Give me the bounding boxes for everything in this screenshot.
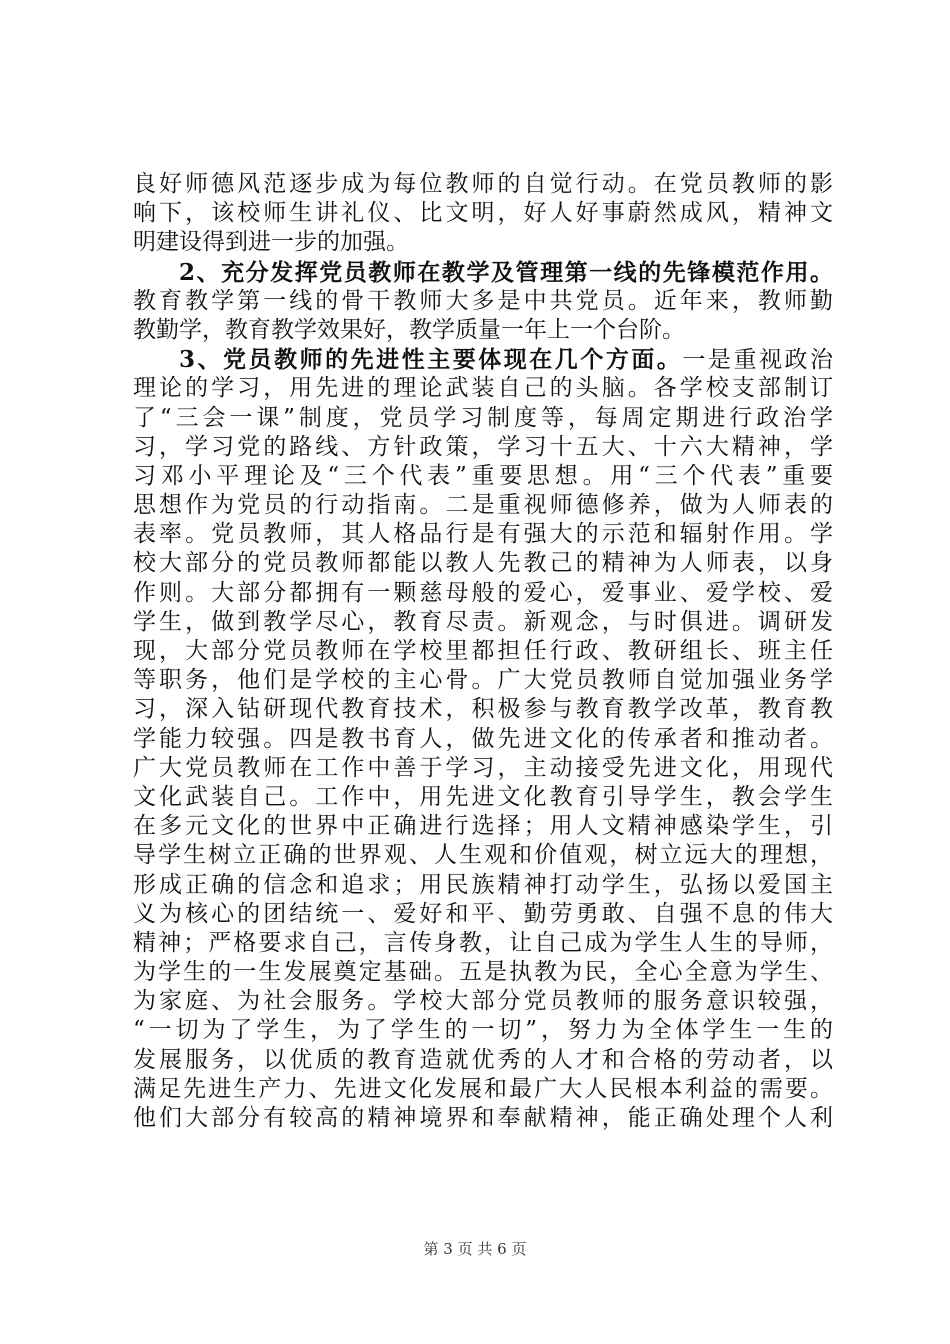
text-line: 形成正确的信念和追求；用民族精神打动学生，弘扬以爱国主 xyxy=(133,871,833,898)
text-line: 等职务，他们是学校的主心骨。广大党员教师自觉加强业务学 xyxy=(133,667,833,694)
text-line: 响下，该校师生讲礼仪、比文明，好人好事蔚然成风，精神文 xyxy=(133,200,833,227)
text-line: 导学生树立正确的世界观、人生观和价值观，树立远大的理想， xyxy=(133,842,833,869)
text-line: 习，学习党的路线、方针政策，学习十五大、十六大精神，学 xyxy=(133,433,833,460)
text-line: 为家庭、为社会服务。学校大部分党员教师的服务意识较强， xyxy=(133,988,833,1015)
text-line: 学能力较强。四是教书育人，做先进文化的传承者和推动者。 xyxy=(133,725,833,752)
text-line: 理论的学习，用先进的理论武装自己的头脑。各学校支部制订 xyxy=(133,375,833,402)
text-line: 明建设得到进一步的加强。 xyxy=(133,229,409,256)
text-line: 发展服务，以优质的教育造就优秀的人才和合格的劳动者，以 xyxy=(133,1046,833,1073)
text-line: 他们大部分有较高的精神境界和奉献精神，能正确处理个人利 xyxy=(133,1105,833,1131)
text-line: 学生，做到教学尽心，教育尽责。新观念，与时俱进。调研发 xyxy=(133,608,833,635)
page-footer: 第 3 页 共 6 页 xyxy=(423,1240,527,1258)
text-line: 良好师德风范逐步成为每位教师的自觉行动。在党员教师的影 xyxy=(133,171,833,197)
text-line: 2、充分发挥党员教师在教学及管理第一线的先锋模范作用。 xyxy=(179,258,833,286)
text-line xyxy=(133,345,833,374)
text-line: 教勤学，教育教学效果好，教学质量一年上一个台阶。 xyxy=(133,316,685,343)
line-text: 一是重视政治 xyxy=(682,347,834,374)
text-line: 校大部分的党员教师都能以教人先教己的精神为人师表，以身 xyxy=(133,550,833,577)
text-line: 作则。大部分都拥有一颗慈母般的爱心，爱事业、爱学校、爱 xyxy=(133,579,833,606)
text-line: 习邓小平理论及“三个代表”重要思想。用“三个代表”重要 xyxy=(133,462,833,489)
text-line: 习，深入钻研现代教育技术，积极参与教育教学改革，教育教 xyxy=(133,696,833,723)
text-line: 为学生的一生发展奠定基础。五是执教为民，全心全意为学生、 xyxy=(133,959,833,986)
text-line: 思想作为党员的行动指南。二是重视师德修养，做为人师表的 xyxy=(133,492,833,519)
text-line: 了“三会一课”制度，党员学习制度等，每周定期进行政治学 xyxy=(133,404,833,431)
text-line: “一切为了学生，为了学生的一切”，努力为全体学生一生的 xyxy=(133,1017,833,1044)
text-line: 教育教学第一线的骨干教师大多是中共党员。近年来，教师勤 xyxy=(133,287,833,314)
text-line: 广大党员教师在工作中善于学习，主动接受先进文化，用现代 xyxy=(133,754,833,781)
text-line: 表率。党员教师，其人格品行是有强大的示范和辐射作用。学 xyxy=(133,521,833,548)
text-line: 义为核心的团结统一、爱好和平、勤劳勇敢、自强不息的伟大 xyxy=(133,900,833,927)
text-line: 在多元文化的世界中正确进行选择；用人文精神感染学生，引 xyxy=(133,813,833,840)
text-line: 现，大部分党员教师在学校里都担任行政、教研组长、班主任 xyxy=(133,638,833,664)
document-body xyxy=(133,170,833,1133)
bold-heading-text: 3、党员教师的先进性主要体现在几个方面。 xyxy=(179,346,683,374)
text-line: 满足先进生产力、先进文化发展和最广大人民根本利益的需要。 xyxy=(133,1075,833,1102)
text-line: 文化武装自己。工作中，用先进文化教育引导学生，教会学生 xyxy=(133,783,833,810)
text-line: 精神；严格要求自己，言传身教，让自己成为学生人生的导师， xyxy=(133,929,833,956)
